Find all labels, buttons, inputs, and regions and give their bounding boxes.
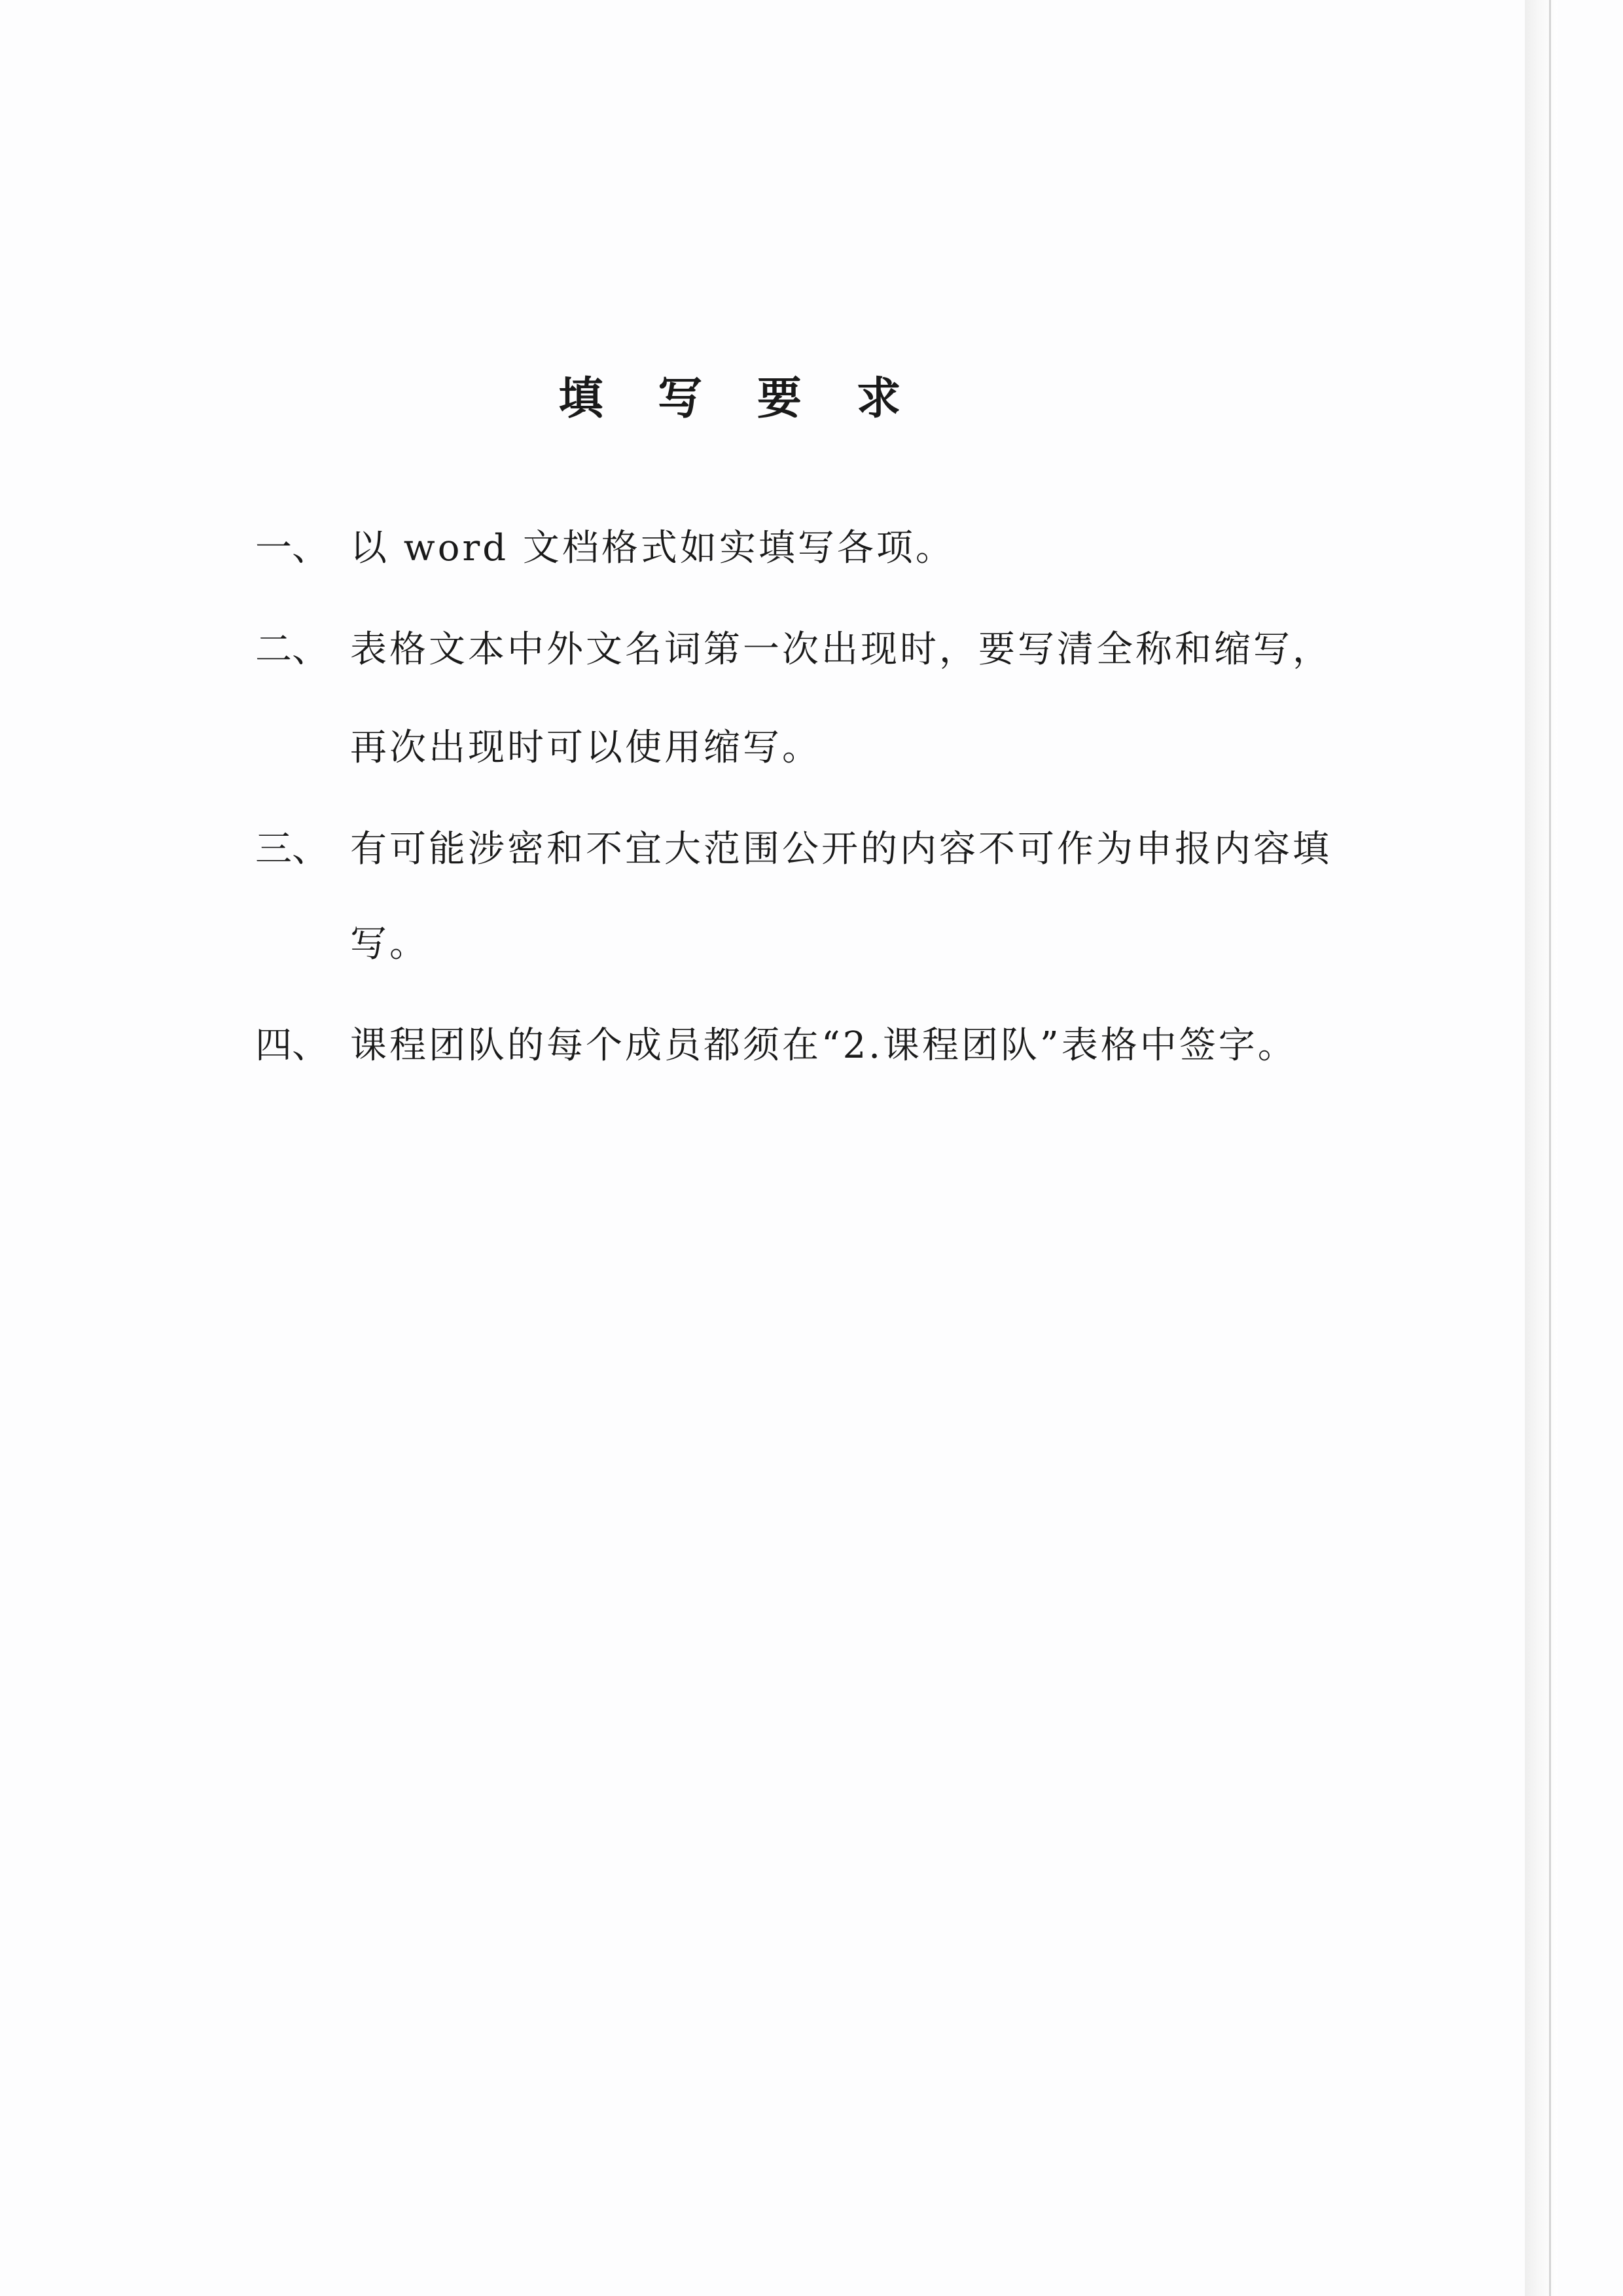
item-number: 二、	[255, 628, 329, 671]
item-text: 课程团队的每个成员都须在“2.课程团队”表格中签字。	[350, 1024, 1297, 1067]
requirement-item-3	[255, 828, 1332, 870]
item-text: 以 word 文档格式如实填写各项。	[350, 527, 955, 569]
requirement-item-2	[255, 628, 1332, 671]
item-text-continuation: 写。	[350, 923, 429, 965]
requirement-item-1	[255, 527, 955, 569]
item-number: 三、	[255, 828, 329, 870]
item-number: 四、	[255, 1024, 329, 1067]
page-edge-shadow	[1525, 0, 1558, 2296]
page-edge-line	[1549, 0, 1551, 2296]
item-text-continuation: 再次出现时可以使用缩写。	[350, 726, 821, 769]
requirement-item-4	[255, 1024, 1297, 1067]
item-text: 有可能涉密和不宜大范围公开的内容不可作为申报内容填	[350, 828, 1332, 870]
item-text: 表格文本中外文名词第一次出现时，要写清全称和缩写，	[350, 628, 1332, 671]
item-number: 一、	[255, 527, 329, 569]
document-title: 填 写 要 求	[558, 372, 921, 425]
